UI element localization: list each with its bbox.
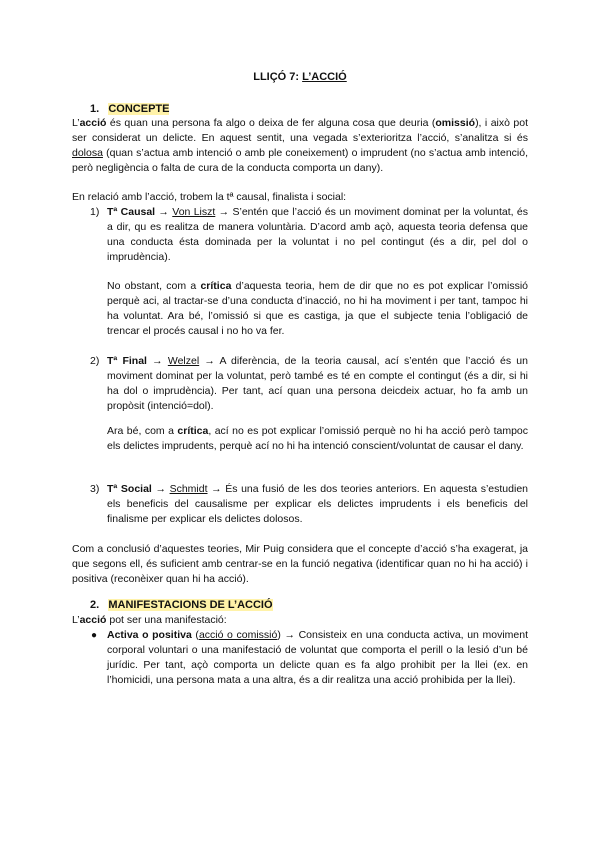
theories-intro: En relació amb l’acció, trobem la tª causal, finalista i social: xyxy=(72,191,347,203)
bullet-text: → Consisteix en una conducta activa, un moviment corporal voluntari o una manifestació de voluntat que comporta el perill o la lesió d’un bé jurídic. Per tant, açò comporta un delicte quan es fa algo prohibit per la llei (ex. en l’homicidi, una persona mata a una altra, és a dir realitza una acció prohibida per la llei). xyxy=(107,629,529,686)
item-2-crit-a: Ara bé, com a xyxy=(107,425,178,437)
section-1-heading xyxy=(90,102,169,117)
bullet-active xyxy=(107,628,528,688)
bullet-link: acció o comissió xyxy=(198,629,278,641)
item-2-arrow: → xyxy=(146,355,168,367)
item-1-crit-a: No obstant, com a xyxy=(107,280,201,292)
p1-d: ), i això pot ser considerat un delicte. En aquest sentit, una vegada s’exterioritza l’acció, s’analitza si és xyxy=(72,117,528,144)
item-1-crit-c: d’aquesta teoria, hem de dir que no es pot explicar l’omissió perquè aci, al tractar-se d’una conducta d’inacció, no hi ha moviment i per tant, tampoc hi ha voluntat. Ara bé, l’omissió si que es castiga, ja que el subjecte tenia l’obligació de trencar el procés causal i no ho va fer. xyxy=(107,280,528,337)
intro-c: pot ser una manifestació: xyxy=(106,614,227,626)
section-2-heading xyxy=(90,598,273,613)
section-1-number: 1. xyxy=(90,103,100,115)
item-2-label: Tª Final xyxy=(107,355,147,367)
p1-c: és quan una persona fa algo o deixa de fer alguna cosa que deuria ( xyxy=(106,117,436,129)
item-1-author: Von Liszt xyxy=(172,206,216,218)
title-underlined: L’ACCIÓ xyxy=(302,71,347,83)
bullet-label: Activa o positiva xyxy=(107,629,192,641)
item-3-number: 3) xyxy=(90,483,100,495)
item-2-number: 2) xyxy=(90,355,100,367)
section-2-title: MANIFESTACIONS DE L’ACCIÓ xyxy=(108,599,273,611)
intro-a: L’ xyxy=(72,614,80,626)
item-2-crit-c: , ací no es pot explicar l’omissió perquè no hi ha acció però tampoc els delictes imprudents, perquè ací no hi ha intenció conscient/voluntat de causar el dany. xyxy=(107,425,528,452)
item-2-text: → A diferència, de la teoria causal, ací s’entén que l’acció és un moviment dominat per la voluntat, però també es té en compte el contingut (és a dir, si hi ha dol o imprudència). Per tant, ací quan una persona deicdeix actuar, ho fa amb un propòsit (intenció=dol). xyxy=(107,355,528,412)
item-1-causal xyxy=(107,205,528,265)
p1-accio: acció xyxy=(79,117,107,129)
item-3-arrow: → xyxy=(151,483,170,495)
item-2-final xyxy=(107,354,528,414)
intro-accio: acció xyxy=(79,614,107,626)
item-1-number: 1) xyxy=(90,206,100,218)
item-3-social xyxy=(107,482,528,527)
bullet-icon: ● xyxy=(91,630,98,641)
p1-dolosa: dolosa xyxy=(72,147,103,159)
item-3-text: → És una fusió de les dos teories anteriors. En aquesta s’estudien els beneficis del causalisme per explicar els delictes imprudents i els beneficis del finalisme per explicar els delictes dolosos. xyxy=(107,483,528,525)
bullet-paren-close: ) xyxy=(277,629,281,641)
p1-a: L’ xyxy=(72,117,80,129)
p1-e: (quan s’actua amb intenció o amb ple coneixement) o imprudent (no s’actua amb intenció, però negligència o falta de cura de la conducta comporta un dany). xyxy=(72,147,528,174)
item-2-crit-b: crítica xyxy=(177,425,209,437)
item-1-arrow: → xyxy=(155,206,173,218)
item-1-crit-b: crítica xyxy=(200,280,232,292)
item-3-label: Tª Social xyxy=(107,483,152,495)
item-1-text: → S’entén que l’acció és un moviment dominat per la voluntat, és a dir, qu es realitza de manera voluntària. D’acord amb açò, aquesta teoria defensa que una conducta ésta dominada per la voluntat i no pel contingut (és a dir, pel dol o imprudència). xyxy=(107,206,528,263)
section-1-title: CONCEPTE xyxy=(108,103,170,115)
bullet-paren-open: ( xyxy=(191,629,199,641)
section-2-number: 2. xyxy=(90,599,100,611)
manifestation-intro xyxy=(72,613,528,628)
item-2-author: Welzel xyxy=(167,355,200,367)
item-1-critique xyxy=(107,279,528,339)
p1-omissio: omissió xyxy=(435,117,476,129)
title-prefix: LLIÇÓ 7: xyxy=(253,71,303,83)
item-1-label: Tª Causal xyxy=(107,206,156,218)
conclusion-paragraph: Com a conclusió d’aquestes teories, Mir Puig considera que el concepte d’acció s’ha exagerat, ja que segons ell, és suficient amb centrar-se en la funció negativa (identificar quan no hi ha acció) i positiva (reconèixer quan hi ha acció). xyxy=(72,543,528,585)
item-3-author: Schmidt xyxy=(169,483,208,495)
page-title xyxy=(0,70,600,85)
concept-paragraph xyxy=(72,116,528,176)
item-2-critique xyxy=(107,424,528,454)
